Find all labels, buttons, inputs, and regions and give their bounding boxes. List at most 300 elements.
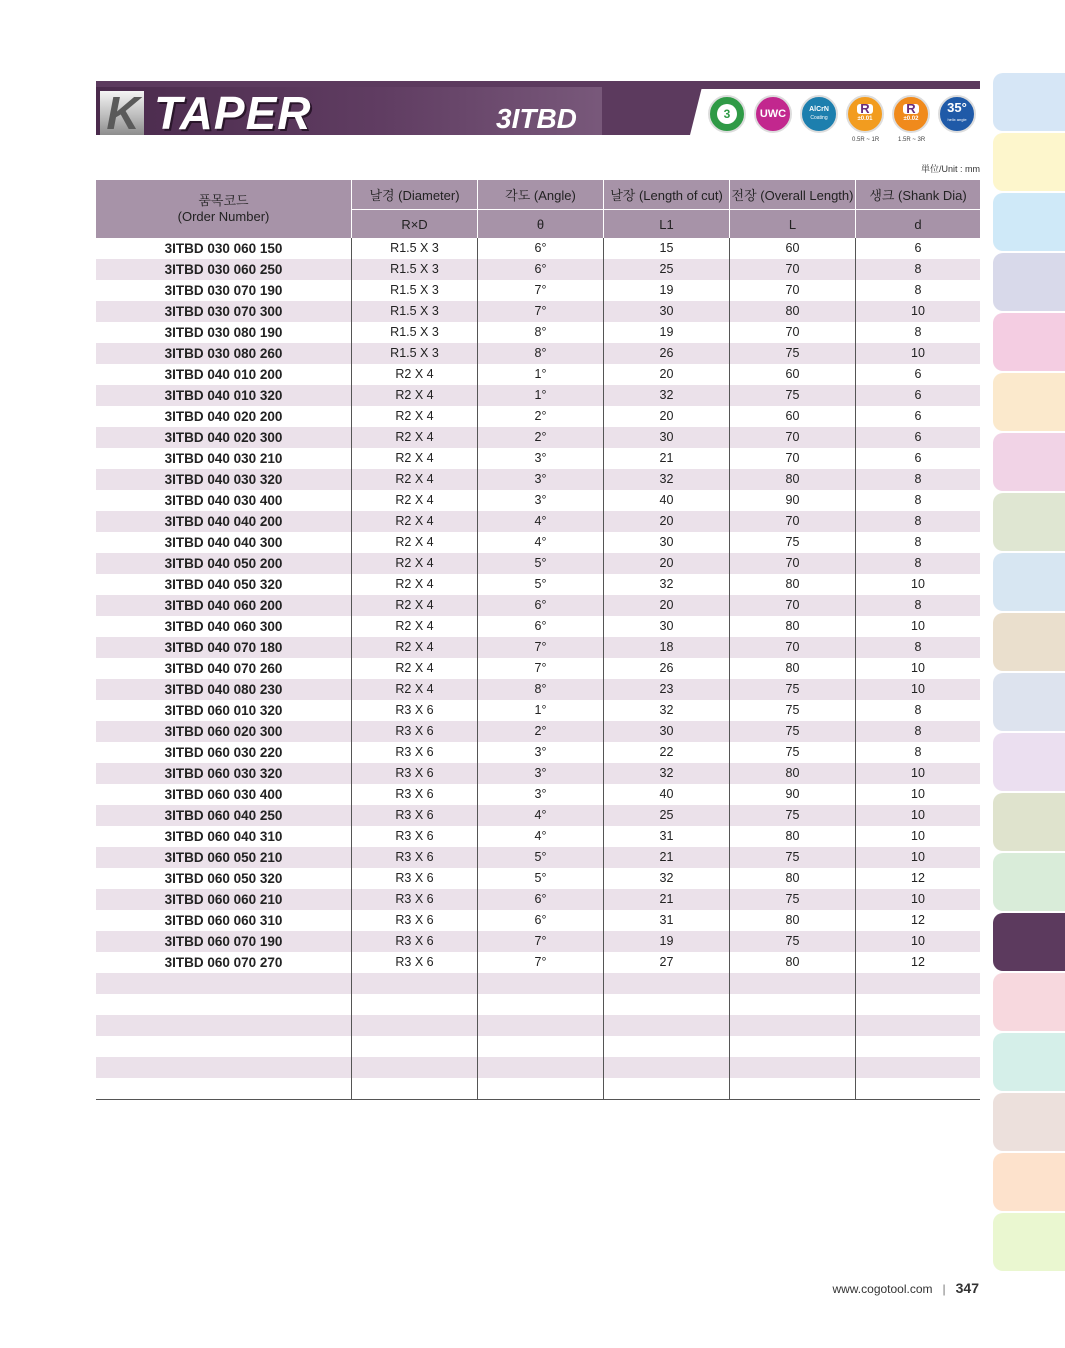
table-row <box>96 322 980 343</box>
table-row <box>96 637 980 658</box>
angle-cell: 5° <box>477 847 603 868</box>
diameter-cell: R2 X 4 <box>351 532 477 553</box>
diameter-cell: R2 X 4 <box>351 448 477 469</box>
table-row <box>96 931 980 952</box>
length-of-cut-cell: 23 <box>603 679 729 700</box>
table-row <box>96 721 980 742</box>
shank-dia-cell: 12 <box>855 868 980 889</box>
shank-dia-cell: 8 <box>855 469 980 490</box>
overall-length-cell: 75 <box>729 679 855 700</box>
diameter-cell: R3 X 6 <box>351 952 477 973</box>
overall-length-cell: 70 <box>729 427 855 448</box>
side-tab[interactable] <box>993 733 1065 791</box>
overall-length-cell: 60 <box>729 406 855 427</box>
diameter-cell: R1.5 X 3 <box>351 280 477 301</box>
diameter-cell: R2 X 4 <box>351 469 477 490</box>
shank-dia-cell: 10 <box>855 616 980 637</box>
diameter-cell: R2 X 4 <box>351 574 477 595</box>
overall-length-cell: 90 <box>729 784 855 805</box>
length-of-cut-cell: 21 <box>603 847 729 868</box>
shank-dia-cell: 8 <box>855 259 980 280</box>
diameter-symbol: R×D <box>351 209 477 238</box>
length-of-cut-cell: 25 <box>603 259 729 280</box>
shank-dia-header: 생크 (Shank Dia) <box>855 180 980 209</box>
angle-cell: 6° <box>477 910 603 931</box>
table-row <box>96 868 980 889</box>
diameter-cell: R1.5 X 3 <box>351 259 477 280</box>
side-tab[interactable] <box>993 133 1065 191</box>
length-of-cut-cell: 31 <box>603 826 729 847</box>
order-number-header: 품목코드 (Order Number) <box>177 193 270 224</box>
angle-cell: 3° <box>477 763 603 784</box>
order-number-cell: 3ITBD 040 020 300 <box>164 430 283 445</box>
overall-length-cell: 70 <box>729 595 855 616</box>
side-tab[interactable] <box>993 1213 1065 1271</box>
order-number-cell <box>96 1057 351 1078</box>
side-tab[interactable] <box>993 253 1065 311</box>
length-of-cut-cell: 30 <box>603 301 729 322</box>
shank-dia-cell: 10 <box>855 847 980 868</box>
angle-cell: 1° <box>477 700 603 721</box>
overall-length-cell: 70 <box>729 637 855 658</box>
shank-dia-symbol: d <box>855 209 980 238</box>
shank-dia-cell: 10 <box>855 343 980 364</box>
order-number-cell: 3ITBD 060 060 310 <box>164 913 283 928</box>
angle-cell: 3° <box>477 448 603 469</box>
table-row <box>96 1057 980 1078</box>
table-row <box>96 784 980 805</box>
angle-cell <box>477 1078 603 1099</box>
shank-dia-cell: 6 <box>855 385 980 406</box>
helix-badge-icon: 35° helix angle <box>938 95 976 133</box>
order-number-cell: 3ITBD 060 010 320 <box>164 703 283 718</box>
diameter-cell: R3 X 6 <box>351 868 477 889</box>
order-number-cell: 3ITBD 040 010 320 <box>164 388 283 403</box>
length-of-cut-cell: 27 <box>603 952 729 973</box>
order-number-cell: 3ITBD 030 080 190 <box>164 325 283 340</box>
footer <box>832 1280 979 1296</box>
angle-cell: 8° <box>477 343 603 364</box>
table-row <box>96 742 980 763</box>
overall-length-cell: 70 <box>729 511 855 532</box>
side-tab[interactable] <box>993 973 1065 1031</box>
table-row <box>96 301 980 322</box>
angle-cell: 4° <box>477 805 603 826</box>
uwc-badge-icon: UWC <box>754 95 792 133</box>
angle-cell <box>477 1015 603 1036</box>
overall-length-cell <box>729 994 855 1015</box>
overall-length-cell: 70 <box>729 553 855 574</box>
diameter-cell <box>351 1078 477 1099</box>
diameter-cell: R3 X 6 <box>351 700 477 721</box>
shank-dia-cell: 8 <box>855 700 980 721</box>
length-of-cut-cell: 20 <box>603 595 729 616</box>
length-of-cut-cell: 20 <box>603 364 729 385</box>
side-tab[interactable] <box>993 433 1065 491</box>
overall-length-cell: 75 <box>729 847 855 868</box>
side-tab[interactable] <box>993 853 1065 911</box>
length-of-cut-cell: 32 <box>603 469 729 490</box>
overall-length-cell <box>729 1057 855 1078</box>
diameter-cell: R3 X 6 <box>351 910 477 931</box>
length-of-cut-cell <box>603 1015 729 1036</box>
table-row <box>96 553 980 574</box>
angle-cell: 8° <box>477 679 603 700</box>
diameter-header: 날경 (Diameter) <box>351 180 477 209</box>
table-row <box>96 763 980 784</box>
order-number-cell: 3ITBD 030 060 150 <box>164 241 283 256</box>
side-tab[interactable] <box>993 793 1065 851</box>
length-of-cut-cell: 32 <box>603 868 729 889</box>
order-number-cell: 3ITBD 040 050 320 <box>164 577 283 592</box>
order-number-cell: 3ITBD 040 080 230 <box>164 682 283 697</box>
banner-left <box>96 87 616 139</box>
length-of-cut-cell: 26 <box>603 658 729 679</box>
order-number-cell: 3ITBD 060 030 400 <box>164 787 283 802</box>
table-row <box>96 238 980 259</box>
order-number-cell: 3ITBD 040 030 400 <box>164 493 283 508</box>
diameter-cell: R3 X 6 <box>351 784 477 805</box>
length-of-cut-cell: 25 <box>603 805 729 826</box>
diameter-cell: R3 X 6 <box>351 889 477 910</box>
angle-cell <box>477 994 603 1015</box>
table-row <box>96 679 980 700</box>
overall-length-cell: 60 <box>729 238 855 259</box>
side-tab[interactable] <box>993 613 1065 671</box>
overall-length-cell: 75 <box>729 700 855 721</box>
angle-cell: 4° <box>477 826 603 847</box>
angle-cell: 4° <box>477 511 603 532</box>
table-row <box>96 595 980 616</box>
overall-length-cell: 75 <box>729 532 855 553</box>
overall-length-cell: 75 <box>729 721 855 742</box>
angle-header: 각도 (Angle) <box>477 180 603 209</box>
length-of-cut-cell <box>603 973 729 994</box>
diameter-cell: R2 X 4 <box>351 658 477 679</box>
shank-dia-cell: 10 <box>855 889 980 910</box>
angle-cell: 4° <box>477 532 603 553</box>
overall-length-symbol: L <box>729 209 855 238</box>
angle-cell: 5° <box>477 553 603 574</box>
banner-right <box>602 87 702 135</box>
diameter-cell: R2 X 4 <box>351 511 477 532</box>
diameter-cell: R2 X 4 <box>351 385 477 406</box>
angle-cell: 7° <box>477 658 603 679</box>
angle-cell <box>477 973 603 994</box>
diameter-cell: R2 X 4 <box>351 595 477 616</box>
overall-length-cell: 80 <box>729 763 855 784</box>
length-of-cut-cell: 30 <box>603 532 729 553</box>
table-row <box>96 343 980 364</box>
angle-cell: 6° <box>477 259 603 280</box>
shank-dia-cell <box>855 1015 980 1036</box>
shank-dia-cell: 6 <box>855 238 980 259</box>
diameter-cell: R3 X 6 <box>351 742 477 763</box>
shank-dia-cell: 6 <box>855 406 980 427</box>
length-of-cut-cell: 22 <box>603 742 729 763</box>
overall-length-cell: 80 <box>729 868 855 889</box>
overall-length-cell <box>729 1036 855 1057</box>
table-row <box>96 406 980 427</box>
order-number-cell: 3ITBD 040 060 300 <box>164 619 283 634</box>
diameter-cell <box>351 994 477 1015</box>
order-number-cell: 3ITBD 040 020 200 <box>164 409 283 424</box>
angle-cell <box>477 1057 603 1078</box>
angle-cell: 7° <box>477 280 603 301</box>
diameter-cell <box>351 973 477 994</box>
diameter-cell: R2 X 4 <box>351 679 477 700</box>
diameter-cell: R3 X 6 <box>351 847 477 868</box>
order-number-cell: 3ITBD 030 080 260 <box>164 346 283 361</box>
order-number-cell: 3ITBD 030 070 300 <box>164 304 283 319</box>
table-row <box>96 1015 980 1036</box>
unit-label: 単位/Unit : mm <box>920 164 980 174</box>
length-of-cut-cell: 15 <box>603 238 729 259</box>
order-number-cell: 3ITBD 040 040 200 <box>164 514 283 529</box>
angle-cell <box>477 1036 603 1057</box>
overall-length-cell: 70 <box>729 280 855 301</box>
overall-length-cell: 90 <box>729 490 855 511</box>
order-number-cell: 3ITBD 060 030 320 <box>164 766 283 781</box>
order-number-cell: 3ITBD 040 010 200 <box>164 367 283 382</box>
length-of-cut-cell: 40 <box>603 784 729 805</box>
overall-length-cell: 75 <box>729 931 855 952</box>
tolerance-range-2: 1.5R ~ 3R <box>898 137 926 143</box>
overall-length-cell: 75 <box>729 742 855 763</box>
length-of-cut-cell: 32 <box>603 385 729 406</box>
shank-dia-cell <box>855 1057 980 1078</box>
shank-dia-cell: 6 <box>855 427 980 448</box>
table-row <box>96 448 980 469</box>
shank-dia-cell: 8 <box>855 721 980 742</box>
length-of-cut-symbol: L1 <box>603 209 729 238</box>
overall-length-cell: 80 <box>729 616 855 637</box>
header-banner <box>96 81 980 143</box>
shank-dia-cell: 12 <box>855 952 980 973</box>
table-row <box>96 469 980 490</box>
side-tab[interactable] <box>993 373 1065 431</box>
angle-cell: 2° <box>477 427 603 448</box>
shank-dia-cell: 6 <box>855 448 980 469</box>
footer-url[interactable]: www.cogotool.com <box>832 1282 933 1296</box>
order-number-cell: 3ITBD 040 030 320 <box>164 472 283 487</box>
shank-dia-cell: 8 <box>855 637 980 658</box>
length-of-cut-cell: 30 <box>603 427 729 448</box>
tolerance-range-1: 0.5R ~ 1R <box>852 137 880 143</box>
shank-dia-cell: 10 <box>855 679 980 700</box>
shank-dia-cell: 10 <box>855 574 980 595</box>
side-tab[interactable] <box>993 1153 1065 1211</box>
overall-length-cell <box>729 1078 855 1099</box>
series-title: 3ITBD <box>496 103 577 134</box>
footer-separator: | <box>942 1282 946 1296</box>
length-of-cut-cell: 32 <box>603 763 729 784</box>
table-header <box>96 180 980 238</box>
shank-dia-cell: 8 <box>855 322 980 343</box>
table-row <box>96 1078 980 1099</box>
diameter-cell: R1.5 X 3 <box>351 301 477 322</box>
angle-cell: 7° <box>477 931 603 952</box>
table-bottom-rule <box>96 1099 980 1100</box>
diameter-cell: R1.5 X 3 <box>351 322 477 343</box>
overall-length-cell <box>729 973 855 994</box>
order-number-cell: 3ITBD 060 060 210 <box>164 892 283 907</box>
length-of-cut-cell <box>603 1078 729 1099</box>
length-of-cut-cell: 21 <box>603 448 729 469</box>
length-of-cut-cell: 32 <box>603 574 729 595</box>
side-tab[interactable] <box>993 73 1065 131</box>
shank-dia-cell: 10 <box>855 301 980 322</box>
diameter-cell: R1.5 X 3 <box>351 343 477 364</box>
shank-dia-cell: 10 <box>855 784 980 805</box>
table-row <box>96 616 980 637</box>
flutes-badge-icon: 3 <box>708 95 746 133</box>
length-of-cut-cell <box>603 1036 729 1057</box>
feature-badges <box>708 95 980 143</box>
overall-length-cell: 70 <box>729 259 855 280</box>
angle-cell: 7° <box>477 301 603 322</box>
order-number-cell: 3ITBD 060 050 210 <box>164 850 283 865</box>
side-tab[interactable] <box>993 493 1065 551</box>
order-number-cell: 3ITBD 060 040 250 <box>164 808 283 823</box>
angle-cell: 3° <box>477 784 603 805</box>
table-row <box>96 973 980 994</box>
table-row <box>96 490 980 511</box>
diameter-cell: R3 X 6 <box>351 826 477 847</box>
order-number-cell: 3ITBD 060 070 270 <box>164 955 283 970</box>
k-logo: K <box>100 91 144 135</box>
order-number-cell: 3ITBD 040 030 210 <box>164 451 283 466</box>
angle-cell: 6° <box>477 238 603 259</box>
table-row <box>96 826 980 847</box>
table-row <box>96 910 980 931</box>
overall-length-cell: 80 <box>729 301 855 322</box>
diameter-cell <box>351 1057 477 1078</box>
order-number-cell: 3ITBD 040 070 260 <box>164 661 283 676</box>
angle-symbol: θ <box>477 209 603 238</box>
order-number-cell <box>96 1036 351 1057</box>
side-tab[interactable] <box>993 313 1065 371</box>
diameter-cell: R3 X 6 <box>351 721 477 742</box>
order-number-cell: 3ITBD 060 050 320 <box>164 871 283 886</box>
length-of-cut-cell: 18 <box>603 637 729 658</box>
angle-cell: 6° <box>477 889 603 910</box>
tolerance-badge-2-icon: R ±0.02 <box>892 95 930 133</box>
table-row <box>96 700 980 721</box>
angle-cell: 7° <box>477 952 603 973</box>
shank-dia-cell: 10 <box>855 931 980 952</box>
table-body <box>96 238 980 1099</box>
shank-dia-cell: 8 <box>855 553 980 574</box>
shank-dia-cell: 10 <box>855 763 980 784</box>
order-number-cell: 3ITBD 040 070 180 <box>164 640 283 655</box>
order-number-cell <box>96 1015 351 1036</box>
diameter-cell: R3 X 6 <box>351 805 477 826</box>
diameter-cell: R2 X 4 <box>351 637 477 658</box>
length-of-cut-cell: 19 <box>603 322 729 343</box>
table-row <box>96 805 980 826</box>
table-row <box>96 994 980 1015</box>
order-number-cell: 3ITBD 040 050 200 <box>164 556 283 571</box>
overall-length-cell: 80 <box>729 952 855 973</box>
side-tab[interactable] <box>993 193 1065 251</box>
order-number-cell <box>96 973 351 994</box>
side-tab[interactable] <box>993 1093 1065 1151</box>
length-of-cut-cell: 31 <box>603 910 729 931</box>
overall-length-cell: 80 <box>729 574 855 595</box>
shank-dia-cell <box>855 994 980 1015</box>
table-row <box>96 280 980 301</box>
diameter-cell: R1.5 X 3 <box>351 238 477 259</box>
overall-length-cell: 75 <box>729 805 855 826</box>
product-table <box>96 180 980 1100</box>
table-row <box>96 511 980 532</box>
angle-cell: 6° <box>477 595 603 616</box>
diameter-cell <box>351 1015 477 1036</box>
angle-cell: 3° <box>477 469 603 490</box>
angle-cell: 3° <box>477 490 603 511</box>
order-number-cell: 3ITBD 060 070 190 <box>164 934 283 949</box>
angle-cell: 1° <box>477 385 603 406</box>
length-of-cut-cell: 19 <box>603 280 729 301</box>
diameter-cell: R2 X 4 <box>351 616 477 637</box>
angle-cell: 8° <box>477 322 603 343</box>
shank-dia-cell: 8 <box>855 490 980 511</box>
table-row <box>96 952 980 973</box>
shank-dia-cell: 10 <box>855 658 980 679</box>
length-of-cut-cell: 30 <box>603 721 729 742</box>
angle-cell: 3° <box>477 742 603 763</box>
shank-dia-cell <box>855 973 980 994</box>
shank-dia-cell <box>855 1036 980 1057</box>
angle-cell: 5° <box>477 574 603 595</box>
table-row <box>96 427 980 448</box>
diameter-cell: R3 X 6 <box>351 763 477 784</box>
table-row <box>96 574 980 595</box>
side-tab[interactable] <box>993 553 1065 611</box>
length-of-cut-cell: 26 <box>603 343 729 364</box>
shank-dia-cell: 12 <box>855 910 980 931</box>
overall-length-cell: 80 <box>729 826 855 847</box>
overall-length-cell <box>729 1015 855 1036</box>
overall-length-cell: 60 <box>729 364 855 385</box>
side-tab[interactable] <box>993 913 1065 971</box>
length-of-cut-cell: 40 <box>603 490 729 511</box>
table-row <box>96 847 980 868</box>
table-row <box>96 889 980 910</box>
order-number-cell <box>96 1078 351 1099</box>
angle-cell: 2° <box>477 406 603 427</box>
overall-length-cell: 75 <box>729 889 855 910</box>
diameter-cell: R3 X 6 <box>351 931 477 952</box>
length-of-cut-cell: 20 <box>603 511 729 532</box>
length-of-cut-cell: 20 <box>603 553 729 574</box>
page-number: 347 <box>955 1280 979 1296</box>
overall-length-header: 전장 (Overall Length) <box>729 180 855 209</box>
side-tab[interactable] <box>993 673 1065 731</box>
table-row <box>96 1036 980 1057</box>
length-of-cut-cell: 20 <box>603 406 729 427</box>
side-tab[interactable] <box>993 1033 1065 1091</box>
order-number-cell <box>96 994 351 1015</box>
shank-dia-cell <box>855 1078 980 1099</box>
diameter-cell: R2 X 4 <box>351 406 477 427</box>
diameter-cell: R2 X 4 <box>351 364 477 385</box>
shank-dia-cell: 8 <box>855 532 980 553</box>
tolerance-badge-1-icon: R ±0.01 <box>846 95 884 133</box>
length-of-cut-cell: 30 <box>603 616 729 637</box>
angle-cell: 6° <box>477 616 603 637</box>
